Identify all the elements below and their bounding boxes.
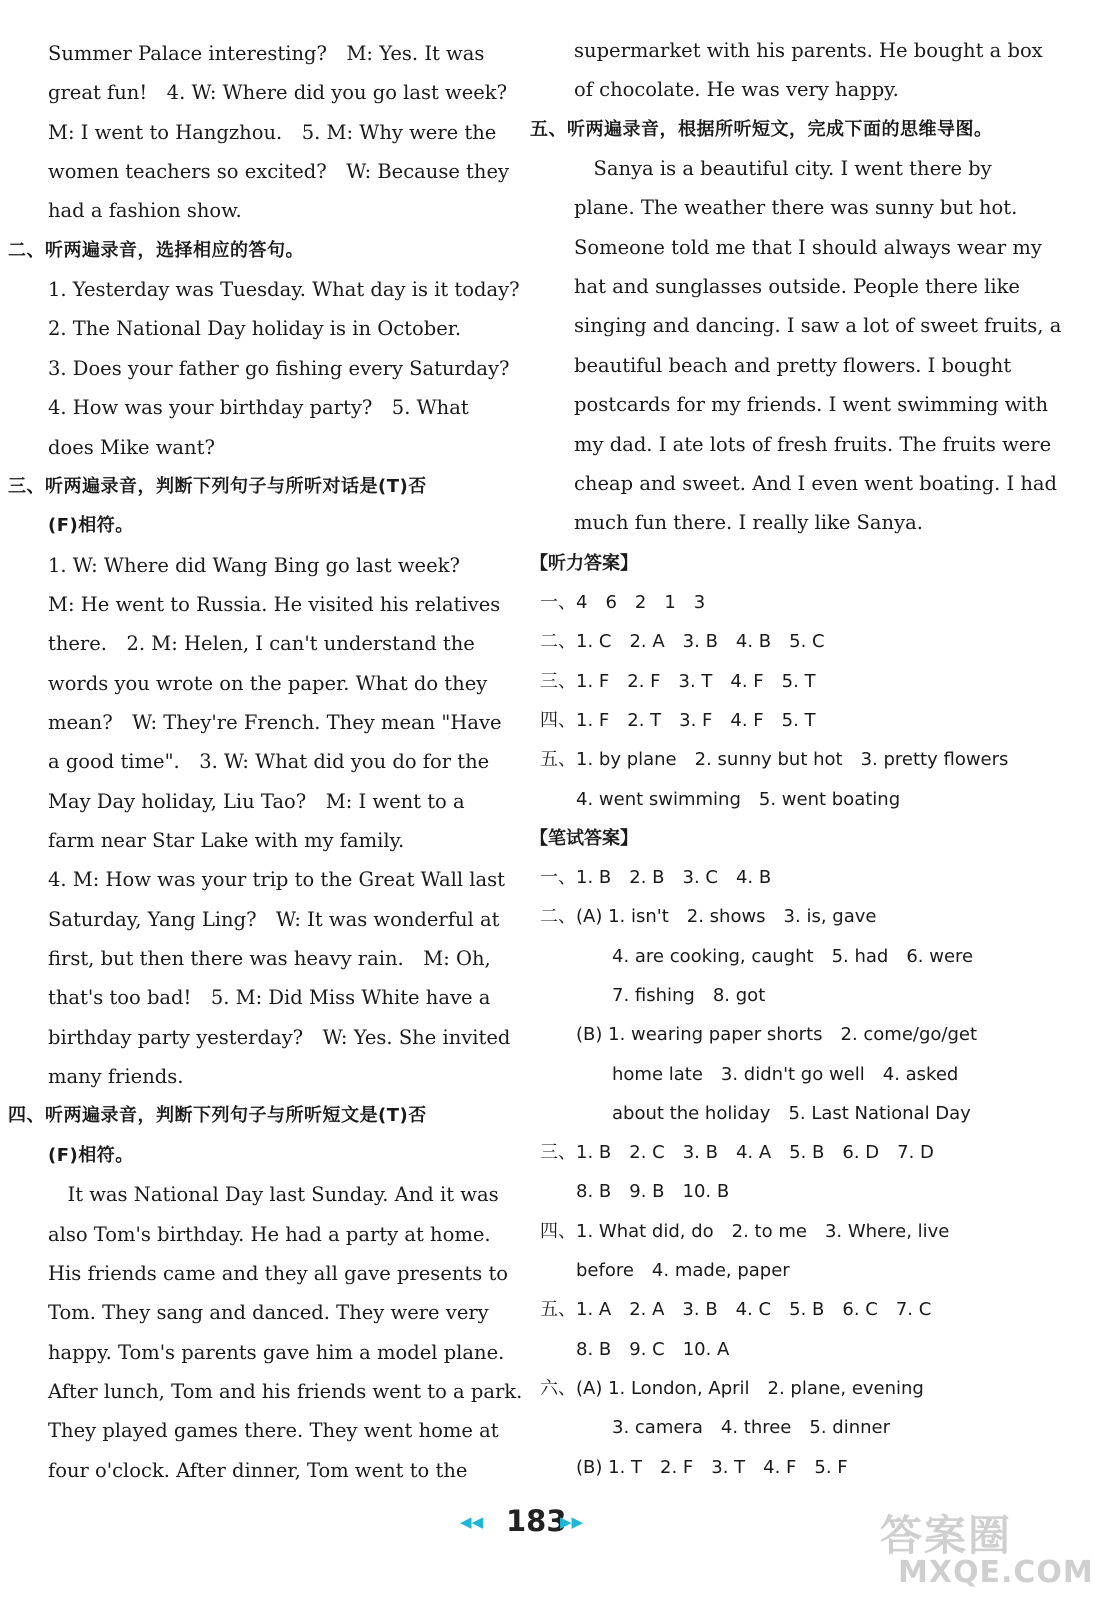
text-line: mean? W: They're French. They mean "Have — [48, 710, 502, 734]
text-line: 五、听两遍录音，根据所听短文，完成下面的思维导图。 — [530, 118, 993, 140]
written-answer-row: 4. are cooking, caught 5. had 6. were — [540, 945, 974, 967]
text-line: 1. Yesterday was Tuesday. What day is it today? — [48, 278, 520, 302]
written-answer-row: 五、1. A 2. A 3. B 4. C 5. B 6. C 7. C — [540, 1299, 932, 1321]
text-line: 3. Does your father go fishing every Saturday? — [48, 356, 510, 380]
text-line: M: I went to Hangzhou. 5. M: Why were the — [48, 120, 497, 144]
listening-answer-row: 四、1. F 2. T 3. F 4. F 5. T — [540, 709, 816, 731]
text-line: Sanya is a beautiful city. I went there by — [574, 157, 992, 181]
written-answer-row: before 4. made, paper — [540, 1260, 790, 1281]
text-line: singing and dancing. I saw a lot of sweet fruits, a — [574, 314, 1062, 338]
text-line: does Mike want? — [48, 435, 215, 459]
text-line: women teachers so excited? W: Because they — [48, 160, 510, 184]
written-answer-row: 3. camera 4. three 5. dinner — [540, 1417, 890, 1439]
text-line: many friends. — [48, 1065, 184, 1089]
text-line: words you wrote on the paper. What do they — [48, 671, 488, 695]
watermark-url: MXQE.COM — [898, 1555, 1094, 1590]
text-line: there. 2. M: Helen, I can't understand the — [48, 632, 475, 656]
text-line: After lunch, Tom and his friends went to a park. — [48, 1379, 523, 1403]
listening-answer-row: 三、1. F 2. F 3. T 4. F 5. T — [540, 670, 816, 692]
text-line: a good time". 3. W: What did you do for the — [48, 750, 490, 774]
written-answer-row: (B) 1. wearing paper shorts 2. come/go/get — [540, 1024, 978, 1046]
written-answer-row: 二、(A) 1. isn't 2. shows 3. is, gave — [540, 906, 877, 928]
text-line: May Day holiday, Liu Tao? M: I went to a — [48, 789, 465, 813]
text-line: great fun! 4. W: Where did you go last week? — [48, 81, 508, 105]
text-line: Saturday, Yang Ling? W: It was wonderful at — [48, 907, 500, 931]
text-line: 2. The National Day holiday is in October. — [48, 317, 462, 341]
written-answers-heading: 【笔试答案】 — [530, 828, 638, 849]
text-line: happy. Tom's parents gave him a model plane. — [48, 1340, 505, 1364]
text-line: Summer Palace interesting? M: Yes. It was — [48, 42, 485, 65]
text-line: M: He went to Russia. He visited his relatives — [48, 592, 501, 616]
written-answer-row: 三、1. B 2. C 3. B 4. A 5. B 6. D 7. D — [540, 1142, 934, 1164]
written-answer-row: about the holiday 5. Last National Day — [540, 1102, 971, 1124]
text-line: had a fashion show. — [48, 199, 242, 223]
text-line: hat and sunglasses outside. People there like — [574, 275, 1020, 299]
text-line: my dad. I ate lots of fresh fruits. The fruits were — [574, 432, 1052, 456]
text-line: that's too bad! 5. M: Did Miss White have a — [48, 986, 491, 1010]
text-line: (F)相符。 — [48, 1144, 134, 1166]
text-line: of chocolate. He was very happy. — [574, 78, 899, 102]
listening-answer-row: 4. went swimming 5. went boating — [540, 788, 901, 810]
text-line: 4. How was your birthday party? 5. What — [48, 396, 469, 420]
text-line: 二、听两遍录音，选择相应的答句。 — [8, 239, 304, 261]
text-line: Someone told me that I should always wear my — [574, 235, 1042, 259]
written-answer-row: 六、(A) 1. London, April 2. plane, evening — [540, 1377, 924, 1399]
written-answer-row: 四、1. What did, do 2. to me 3. Where, live — [540, 1220, 950, 1242]
written-answer-row: 一、1. B 2. B 3. C 4. B — [540, 867, 772, 888]
written-answer-row: 8. B 9. B 10. B — [540, 1181, 730, 1203]
text-line: beautiful beach and pretty flowers. I bought — [574, 353, 1012, 377]
text-line: birthday party yesterday? W: Yes. She invited — [48, 1025, 511, 1049]
text-line: 四、听两遍录音，判断下列句子与所听短文是(T)否 — [8, 1105, 427, 1127]
text-line: It was National Day last Sunday. And it was — [48, 1183, 499, 1207]
text-line: first, but then there was heavy rain. M: Oh, — [48, 947, 491, 971]
text-line: farm near Star Lake with my family. — [48, 829, 405, 852]
next-arrows-icon: ▶▶ — [560, 1513, 584, 1531]
text-line: 1. W: Where did Wang Bing go last week? — [48, 553, 460, 577]
watermark-text: 答案圈 — [880, 1511, 1013, 1560]
text-line: postcards for my friends. I went swimming with — [574, 393, 1049, 417]
written-answer-row: home late 3. didn't go well 4. asked — [540, 1063, 959, 1085]
text-line: (F)相符。 — [48, 515, 134, 537]
text-line: 三、听两遍录音，判断下列句子与所听对话是(T)否 — [8, 475, 427, 497]
text-line: supermarket with his parents. He bought a box — [574, 39, 1043, 62]
text-line: cheap and sweet. And I even went boating. I had — [574, 471, 1058, 495]
text-line: four o'clock. After dinner, Tom went to the — [48, 1458, 468, 1482]
listening-answer-row: 五、1. by plane 2. sunny but hot 3. pretty flowers — [540, 749, 1009, 771]
watermark-logo — [870, 1503, 1094, 1598]
text-line: They played games there. They went home at — [48, 1419, 499, 1443]
written-answer-row: 7. fishing 8. got — [540, 984, 766, 1006]
prev-arrows-icon: ◀◀ — [460, 1513, 484, 1531]
text-line: His friends came and they all gave presents to — [48, 1261, 509, 1285]
listening-answers-heading: 【听力答案】 — [530, 553, 638, 574]
written-answer-row: 8. B 9. C 10. A — [540, 1338, 730, 1360]
text-line: plane. The weather there was sunny but hot. — [574, 196, 1018, 220]
text-line: also Tom's birthday. He had a party at home. — [48, 1222, 491, 1246]
written-answer-row: (B) 1. T 2. F 3. T 4. F 5. F — [540, 1456, 848, 1478]
text-line: Tom. They sang and danced. They were very — [48, 1301, 489, 1325]
page-number: 183 — [506, 1504, 567, 1538]
text-line: 4. M: How was your trip to the Great Wall last — [48, 868, 505, 892]
text-line: much fun there. I really like Sanya. — [574, 511, 923, 535]
listening-answer-row: 一、4 6 2 1 3 — [540, 592, 706, 613]
listening-answer-row: 二、1. C 2. A 3. B 4. B 5. C — [540, 631, 825, 653]
